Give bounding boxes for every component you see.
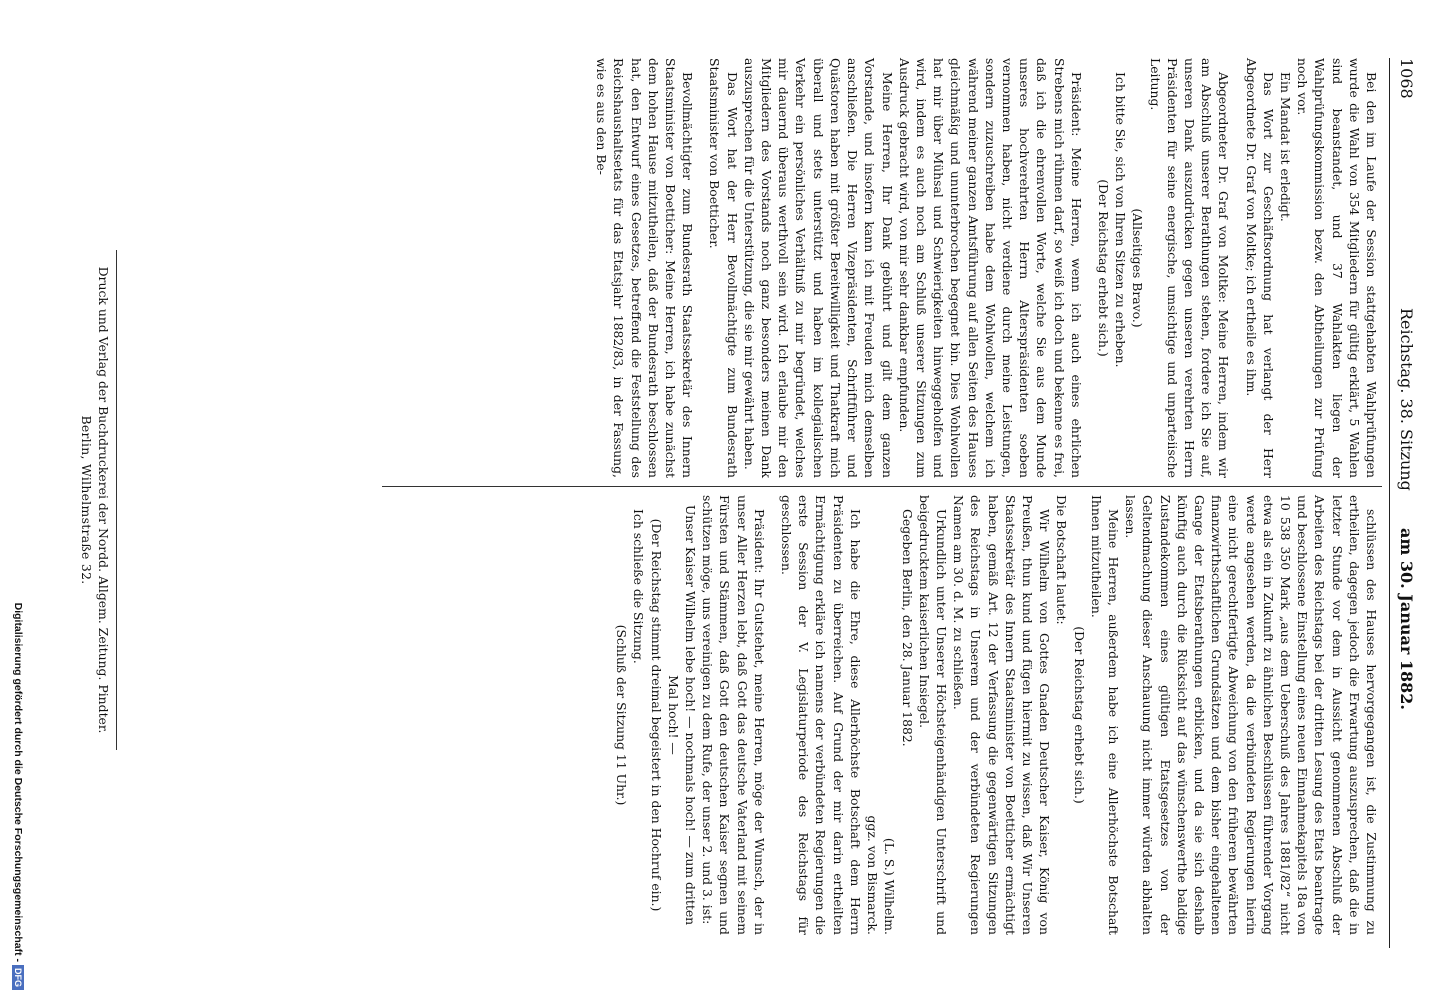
paragraph: (Der Reichstag erhebt sich.) xyxy=(1095,179,1111,357)
text-column-left xyxy=(593,58,1380,478)
paragraph: (Der Reichstag stimmt dreimal begeistert in den Hochruf ein.) xyxy=(648,518,664,912)
digitization-credit xyxy=(7,10,29,990)
paragraph: Bevollmächtigter zum Bundesrath Staatssekretär des Innern Staatsminister von Boetticher: Meine Herren, ich habe zunächst dem hohen Hause mitzutheilen, daß der Bundesrath beschlossen hat, den Entwurf eines Gesetzes, betreffend die Feststellung des Reichshaushaltsetats für das Etatsjahr 1882/83, in der Fassung, wie es aus den Be- xyxy=(594,58,696,478)
paragraph: Präsident: Meine Herren, wenn ich auch eines ehrlichen Strebens mich rühmen darf, so weiß ich doch und bekenne es frei, daß ich die ehrenvollen Worte, welche Sie aus dem Munde unseres hochverehrten Herrn Alterspräsidenten soeben vernommen haben, nicht verdiene durch meine Leistungen, sondern zuzuschreiben habe dem Wohlwollen, welchem ich während meiner ganzen Amtsführung auf allen Seiten des Hauses gleichmäßig und ununterbrochen begegnet bin. Dies Wohlwollen hat mir über Mühsal und Schwierigkeiten hinweggeholfen und wird, indem es auch noch am Schluß unserer Sitzungen zum Ausdruck gebracht wird, von mir sehr dankbar empfunden. xyxy=(896,58,1084,478)
paragraph: ggz. von Bismarck. xyxy=(865,815,881,935)
paragraph: Ich habe die Ehre, diese Allerhöchste Botschaft dem Herrn Präsidenten zu überreichen. Auf Grund der mir darin ertheilten Ermächtigung erkläre ich namens der verbündeten Regierungen die erste Session der V. Legislaturperiode des Reichstags für geschlossen. xyxy=(779,495,863,935)
paragraph: Gegeben Berlin, den 28. Januar 1882. xyxy=(899,509,915,747)
paragraph: Wir Wilhelm von Gottes Gnaden Deutscher Kaiser, König von Preußen, thun kund und fügen hiermit zu wissen, daß Wir Unseren Staatssekretär des Innern Staatsminister von Boetticher ermächtigt haben, gemäß Art. 12 der Verfassung die gegenwärtigen Sitzungen des Reichstags in Unserem und der verbündeten Regierungen Namen am 30. d. M. zu schließen. xyxy=(951,495,1053,935)
digitization-credit-text: Digitalisierung gefördert durch die Deutsche Forschungsgemeinschaft - xyxy=(12,602,24,962)
header-left-title: Reichstag. 38. Sitzung xyxy=(1397,308,1416,491)
paragraph: Die Botschaft lautet: xyxy=(1054,495,1070,625)
paragraph: Bei den im Laufe der Session stattgehabten Wahlprüfungen wurde die Wahl von 354 Mitgliedern für gültig erklärt, 5 Wahlen sind beanstandet, und 37 Wahlakten liegen der Wahlprüfungskommission bezw. den Abtheilungen zur Prüfung noch vor. xyxy=(1295,58,1379,478)
paragraph: Urkundlich unter Unserer Höchsteigenhändigen Unterschrift und beigedrucktem kaiserlichen Insiegel. xyxy=(916,495,949,935)
paragraph: Das Wort hat der Herr Bevollmächtigte zum Bundesrath Staatsminister von Boetticher. xyxy=(707,58,740,478)
paragraph: Ein Mandat ist erledigt. xyxy=(1277,72,1293,222)
imprint-line-1: Druck und Verlag der Buchdruckerei der Nordd. Allgem. Zeitung. Pindter. xyxy=(96,266,111,734)
paragraph: schlüssen des Hauses hervorgegangen ist, die Zustimmung zu ertheilen, dagegen jedoch die Erwartung auszusprechen, daß die in letzter Stunde vor dem in Aussicht genommenen Abschluß der Arbeiten des Reichstags bei der dritten Lesung des Etats beantragte und beschlossene Einstellung eines neuen Einnahmekapitels 18a von 10 538 350 Mark „aus dem Ueberschuß des Jahres 1881/82“ nicht etwa als ein in Zukunft zu ähnlichen Beschlüssen führender Vorgang werde angesehen werden, da die verbündeten Regierungen hierin eine nicht gerechtfertigte Abweichung von den früheren bewährten finanzwirthschaftlichen Grundsätzen und dem bisher eingehaltenen Gange der Etatsberathungen erblicken, und da sie sich deshalb künftig auch durch die Rücksicht auf das wünschenswerthe baldige Zustandekommen eines gültigen Etatsgesetzes von der Geltendmachung dieser Anschauung nicht immer würden abhalten lassen. xyxy=(1123,495,1379,935)
header-right-title: am 30. Januar 1882. xyxy=(1397,528,1416,710)
printer-imprint xyxy=(78,250,117,750)
column-divider xyxy=(382,486,1382,487)
dfg-logo: DFG xyxy=(12,965,24,990)
paragraph: (Der Reichstag erhebt sich.) xyxy=(1071,626,1087,804)
paragraph: Meine Herren, Ihr Dank gebührt und gilt dem ganzen Vorstande, und insofern kann ich mit Freuden mich demselben anschließen. Die Herren Vizepräsidenten, Schriftführer und Quästoren haben mit größter Bereitwilligkeit und Thatkraft mich überall und stets unterstützt und haben im kollegialischen Verkehr ein persönliches Verhältniß zu mir begründet, welches mir dauernd überaus werthvoll sein wird. Ich erlaube mir den Mitgliedern des Vorstands noch ganz besonders meinen Dank auszusprechen für die Unterstützung, die sie mir gewährt haben. xyxy=(741,58,895,478)
paragraph: (L. S.) Wilhelm. xyxy=(882,837,898,935)
page-number: 1068 xyxy=(1397,58,1416,99)
paragraph: Das Wort zur Geschäftsordnung hat verlangt der Herr Abgeordnete Dr. Graf von Moltke; ich ertheile es ihm. xyxy=(1243,58,1276,478)
paragraph: Ich schließe die Sitzung. xyxy=(631,509,647,664)
page-header xyxy=(1389,58,1420,948)
paragraph: (Schluß der Sitzung 11 Uhr.) xyxy=(614,624,630,806)
paragraph: Abgeordneter Dr. Graf von Moltke: Meine Herren, indem wir am Abschluß unserer Berathungen stehen, fordere ich Sie auf, unseren Dank auszudrücken gegen unseren verehrten Herrn Präsidenten für seine energische, umsichtige und unparteiische Leitung. xyxy=(1147,58,1232,478)
paragraph: Meine Herren, außerdem habe ich eine Allerhöchste Botschaft Ihnen mitzutheilen. xyxy=(1088,495,1121,935)
paragraph: Ich bitte Sie, sich von Ihren Sitzen zu erheben. xyxy=(1113,72,1129,368)
text-column-right xyxy=(613,495,1380,935)
paragraph: Präsident: Ihr Gutstehet, meine Herren, möge der Wunsch, der in unser Aller Herzen lebt, daß Gott das deutsche Vaterland mit seinem Fürsten und Stämmen, daß Gott den deutschen Kaiser segnen und schützen möge, uns vereinigen zu dem Rufe, der unser 2. und 3. ist: xyxy=(700,495,767,935)
imprint-line-2: Berlin, Wilhelmstraße 32. xyxy=(79,415,94,585)
paragraph: (Allseitiges Bravo.) xyxy=(1130,208,1146,328)
paragraph: Unser Kaiser Wilhelm lebe hoch! — nochmals hoch! — zum dritten Mal hoch! — xyxy=(665,504,699,926)
